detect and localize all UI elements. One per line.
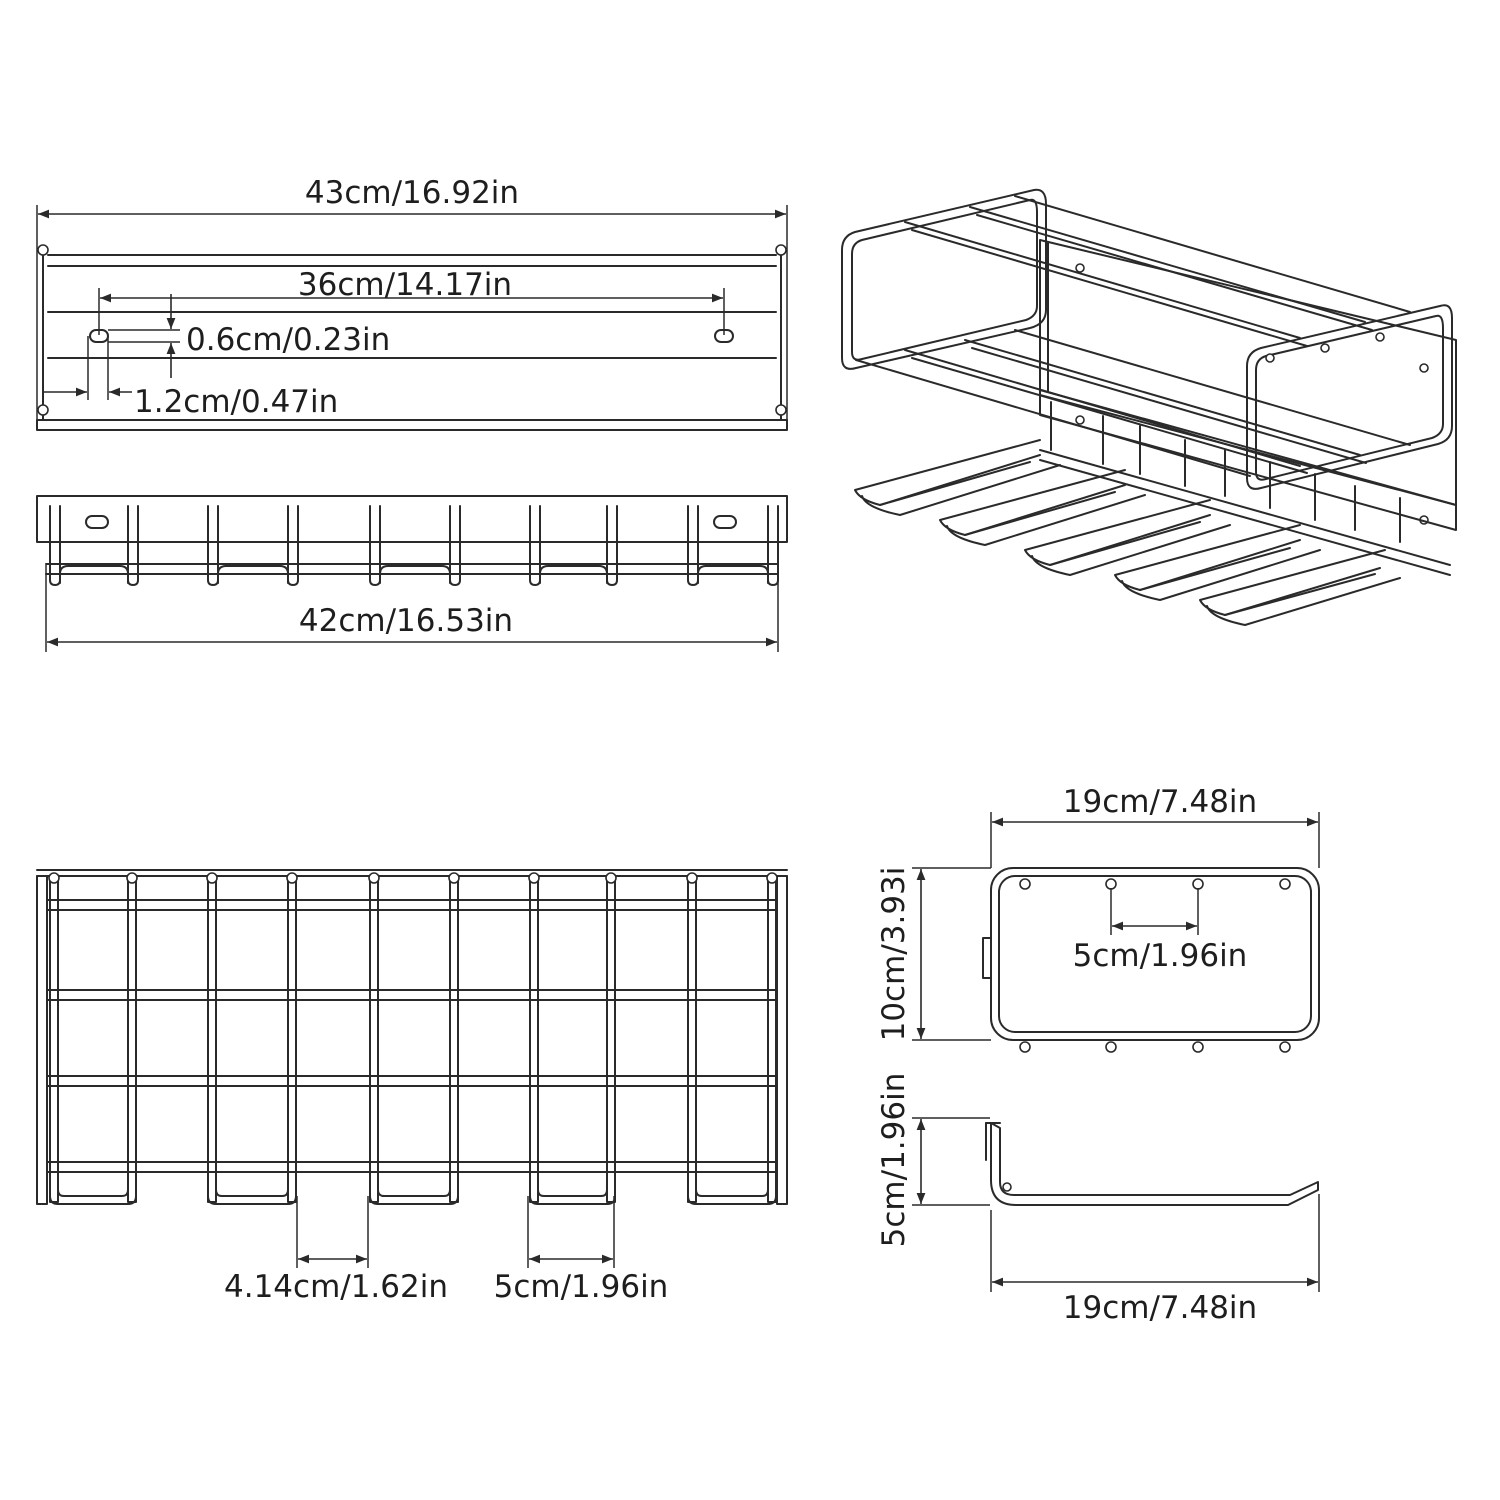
side-height-label: 10cm/3.93i bbox=[876, 866, 912, 1042]
side-dots-bottom bbox=[1020, 1042, 1290, 1052]
front-mount-hole-right bbox=[714, 516, 736, 528]
grid-dot bbox=[687, 873, 697, 883]
grid-dot bbox=[49, 873, 59, 883]
side-dot bbox=[1106, 879, 1116, 889]
top-view bbox=[37, 175, 787, 430]
hole-offset-label: 1.2cm/0.47in bbox=[134, 384, 339, 420]
hole-spacing-label: 36cm/14.17in bbox=[297, 267, 513, 303]
grid-loop-inner bbox=[538, 1172, 607, 1196]
side-depth-top-label: 19cm/7.48in bbox=[1062, 784, 1258, 820]
side-dot bbox=[1193, 879, 1203, 889]
grid-rod bbox=[688, 880, 696, 1202]
grid-rod bbox=[607, 880, 615, 1202]
grid-dot bbox=[767, 873, 777, 883]
side-depth-bottom-label: 19cm/7.48in bbox=[1062, 1290, 1258, 1326]
grid-rod bbox=[530, 880, 538, 1202]
grid-loop bbox=[530, 1172, 615, 1204]
hole-width-label: 0.6cm/0.23in bbox=[186, 322, 391, 358]
grid-dot bbox=[207, 873, 217, 883]
isometric-view bbox=[842, 190, 1456, 625]
side-hole-pitch-label: 5cm/1.96in bbox=[1072, 938, 1248, 974]
grid-loop-inner bbox=[58, 1172, 128, 1196]
grid-rod bbox=[128, 880, 136, 1202]
grid-loop bbox=[208, 1172, 296, 1204]
side-dot bbox=[1106, 1042, 1116, 1052]
side-view bbox=[876, 784, 1319, 1052]
front-view bbox=[37, 496, 787, 652]
grid-loop-inner bbox=[696, 1172, 768, 1196]
grid-dot bbox=[449, 873, 459, 883]
grid-rod bbox=[370, 880, 378, 1202]
bottom-view bbox=[37, 870, 787, 1305]
grid-rod bbox=[450, 880, 458, 1202]
hook-bar-width-label: 42cm/16.53in bbox=[298, 603, 514, 639]
grid-dot bbox=[127, 873, 137, 883]
grid-dot bbox=[606, 873, 616, 883]
grid-rod bbox=[768, 880, 776, 1202]
grid-verticals bbox=[49, 873, 777, 1202]
grid-loop bbox=[370, 1172, 458, 1204]
side-dot bbox=[1020, 1042, 1030, 1052]
grid-loop-inner bbox=[378, 1172, 450, 1196]
front-mount-hole-left bbox=[86, 516, 108, 528]
slot-pitch-label: 5cm/1.96in bbox=[493, 1269, 669, 1305]
grid-loop bbox=[50, 1172, 136, 1204]
grid-rod bbox=[288, 880, 296, 1202]
side-dot bbox=[1280, 1042, 1290, 1052]
hook-height-label: 5cm/1.96in bbox=[876, 1072, 912, 1248]
side-dot bbox=[1280, 879, 1290, 889]
grid-dot bbox=[529, 873, 539, 883]
overall-width-label: 43cm/16.92in bbox=[304, 175, 520, 211]
grid-dot bbox=[287, 873, 297, 883]
grid-loop bbox=[688, 1172, 776, 1204]
grid-rod bbox=[50, 880, 58, 1202]
grid-loop-inner bbox=[216, 1172, 288, 1196]
grid-loops bbox=[50, 1172, 776, 1204]
grid-rod bbox=[208, 880, 216, 1202]
side-dot bbox=[1193, 1042, 1203, 1052]
grid-dot bbox=[369, 873, 379, 883]
side-dot bbox=[1020, 879, 1030, 889]
hook-profile-view bbox=[876, 1073, 1319, 1326]
side-dots-top bbox=[1020, 879, 1290, 889]
slot-width-label: 4.14cm/1.62in bbox=[224, 1269, 448, 1305]
